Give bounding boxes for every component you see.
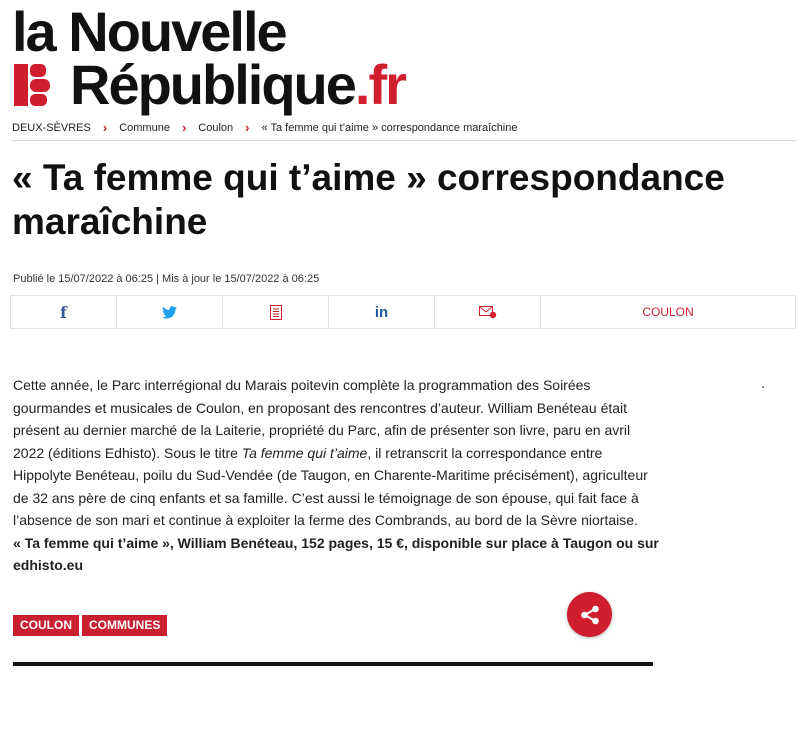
- section-divider: [13, 662, 653, 666]
- share-mail-button[interactable]: [435, 296, 541, 328]
- book-info-note: « Ta femme qui t’aime », William Benéteau, 152 pages, 15 €, disponible sur place à Taugon ou sur edhisto.eu: [13, 534, 659, 573]
- stray-dot: [762, 386, 764, 388]
- breadcrumb: [12, 121, 796, 141]
- logo-text-line2: [70, 53, 405, 116]
- tag-link-label: COULON: [642, 305, 694, 319]
- share-bar-tag-link[interactable]: [541, 296, 795, 328]
- mail-icon: [479, 306, 497, 319]
- article-tags: [13, 615, 167, 636]
- tag-coulon[interactable]: COULON: [13, 615, 79, 636]
- print-icon: [270, 305, 282, 320]
- share-floating-button[interactable]: [567, 592, 612, 637]
- tag-communes[interactable]: COMMUNES: [82, 615, 167, 636]
- linkedin-icon: in: [374, 303, 389, 321]
- breadcrumb-item-commune[interactable]: Commune: [119, 121, 170, 134]
- logo-name: République: [70, 53, 355, 116]
- share-linkedin-button[interactable]: [329, 296, 435, 328]
- breadcrumb-item-city[interactable]: Coulon: [198, 121, 234, 134]
- logo-text-line1: la Nouvelle: [12, 0, 286, 63]
- share-twitter-button[interactable]: [117, 296, 223, 328]
- article-title: « Ta femme qui t’aime » correspondance maraîchine: [12, 157, 725, 242]
- chevron-right-icon: ›: [181, 120, 187, 135]
- article-paragraph: Cette année, le Parc interrégional du Marais poitevin complète la programmation des Soirées gourmandes et musicales de Coulon, en proposant des rencontres d’auteur. William Benéteau était présent au dernier marché de la Laiterie, propriété du Parc, afin de présenter son livre, paru en avril 2022 (éditions Edhisto). Sous le titre Ta femme qui t’aime, il retranscrit la correspondance entre Hippolyte Benéteau, poilu du Sud-Vendée (de Taugon, en Charente-Maritime précisément), agriculteur de 32 ans père de cinq enfants et sa famille. C’est aussi le témoignage de son épouse, qui fait face à l’absence de son mari et continue à exploiter la ferme des Combrands, au bord de la Sèvre niortaise.: [13, 377, 648, 528]
- share-bar: [10, 295, 796, 329]
- breadcrumb-item-region[interactable]: DEUX-SÈVRES: [12, 121, 91, 134]
- logo-mark-icon: [14, 64, 50, 106]
- article-body: [13, 374, 663, 577]
- share-icon: [579, 604, 601, 626]
- print-button[interactable]: [223, 296, 329, 328]
- share-facebook-button[interactable]: [11, 296, 117, 328]
- chevron-right-icon: ›: [245, 120, 250, 135]
- twitter-icon: [162, 306, 177, 319]
- publication-dates: Publié le 15/07/2022 à 06:25 | Mis à jour le 15/07/2022 à 06:25: [13, 273, 320, 285]
- logo-tld: .fr: [354, 53, 405, 116]
- chevron-right-icon: ›: [102, 120, 108, 135]
- facebook-icon: f: [60, 302, 67, 322]
- breadcrumb-item-current: « Ta femme qui t’aime » correspondance maraîchine: [261, 121, 518, 134]
- site-logo[interactable]: [12, 0, 432, 116]
- book-title: Ta femme qui t’aime: [241, 444, 368, 461]
